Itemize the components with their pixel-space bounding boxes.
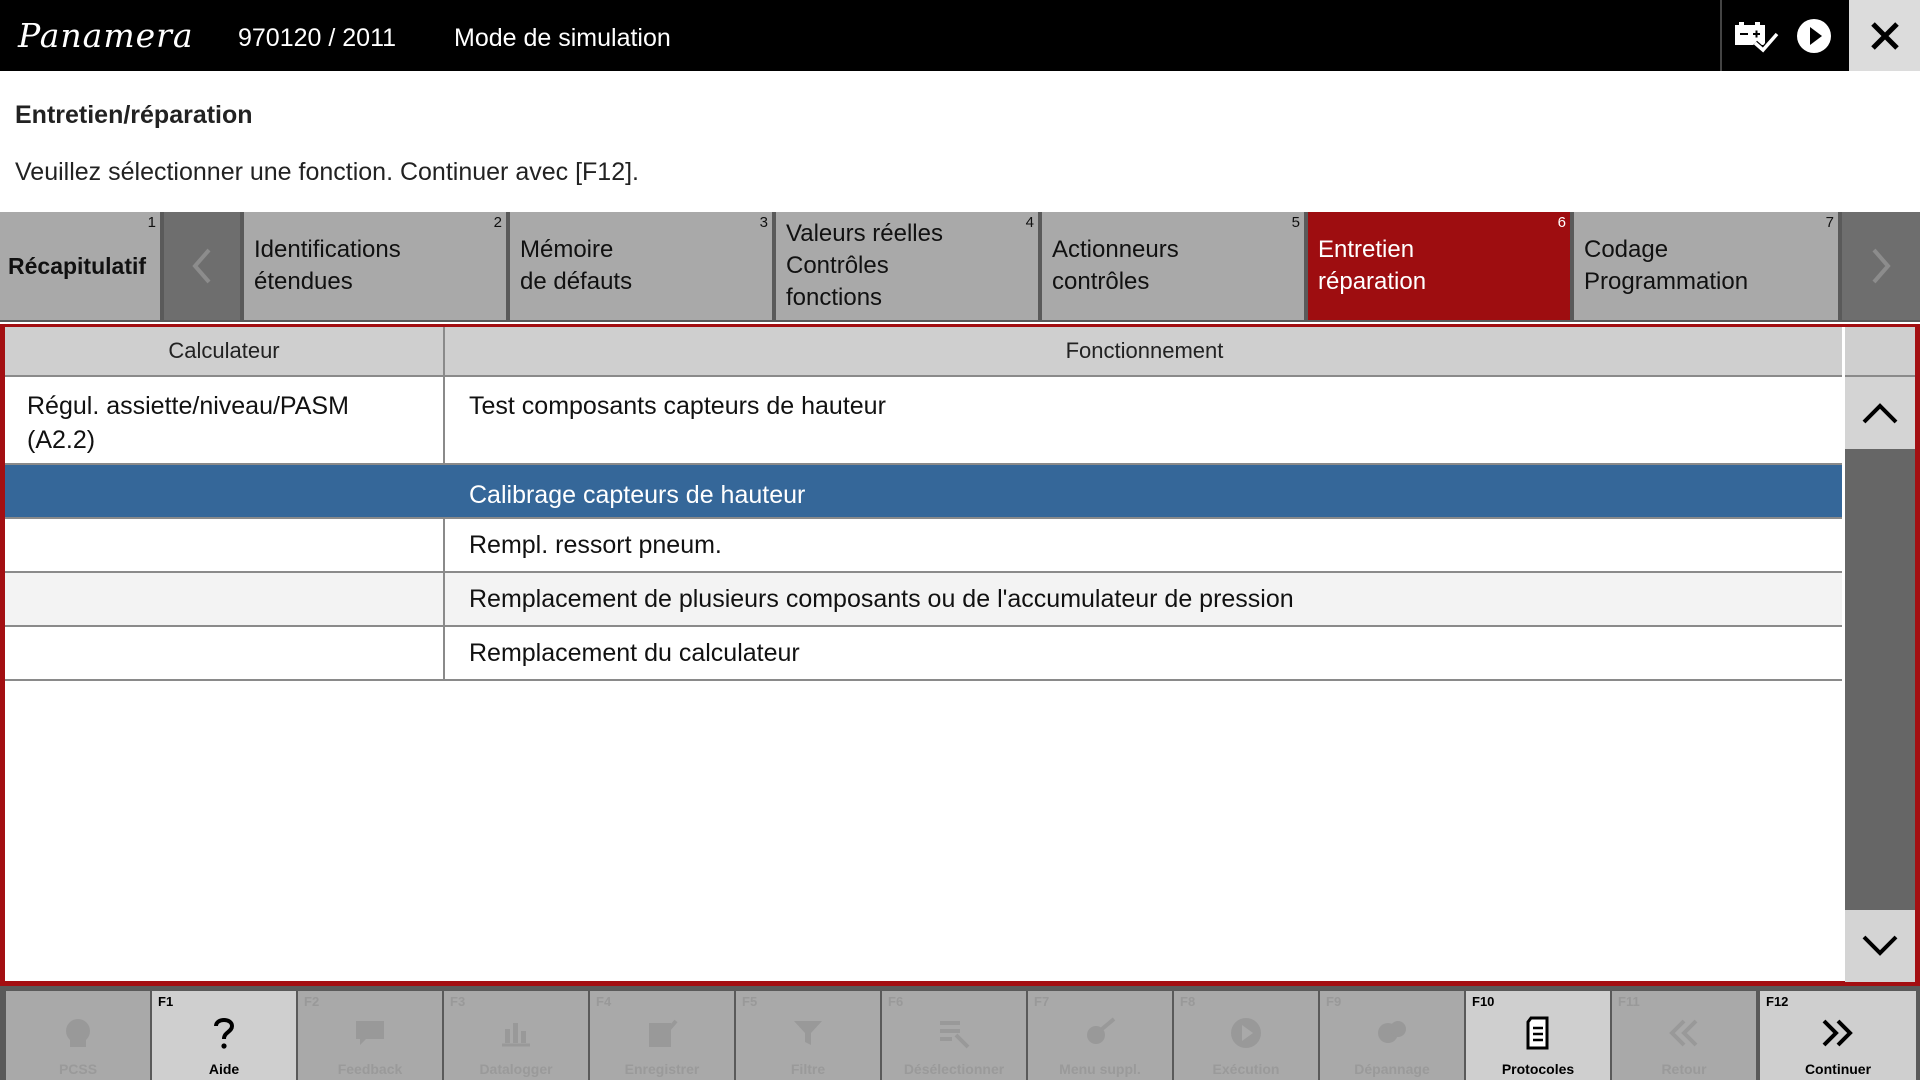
execute-icon: [1228, 1015, 1264, 1051]
scroll-up-button[interactable]: [1845, 377, 1915, 449]
tabs-scroll-left-button[interactable]: [164, 212, 242, 320]
fkey-number: F8: [1180, 994, 1196, 1009]
fkey-label: Dépannage: [1354, 1061, 1430, 1077]
fkey-label: Filtre: [790, 1061, 826, 1077]
battery-check-button[interactable]: [1724, 0, 1788, 71]
cell-calculateur: [5, 519, 445, 571]
tab-number: 4: [1025, 214, 1034, 231]
tab-label: Codage Programmation: [1584, 236, 1749, 295]
fkey-label: Retour: [1661, 1061, 1707, 1077]
tab-label: Mémoire de défauts: [520, 236, 633, 295]
deselect-icon: [936, 1015, 972, 1051]
chevron-left-icon: [187, 246, 217, 286]
fkey-label: Datalogger: [479, 1061, 553, 1077]
table-row[interactable]: [5, 627, 1842, 681]
help-button[interactable]: [152, 991, 296, 1080]
datalogger-icon: [498, 1015, 534, 1051]
tab-label: Actionneurs contrôles: [1052, 236, 1179, 295]
table-row[interactable]: [5, 519, 1842, 573]
fkey-number: F12: [1766, 994, 1789, 1009]
fkey-label: Protocoles: [1501, 1061, 1575, 1077]
fkey-label: Menu suppl.: [1059, 1061, 1141, 1077]
save-icon: [644, 1015, 680, 1051]
tab-label: Identifications étendues: [254, 236, 401, 295]
back-icon: [1666, 1015, 1702, 1051]
tab-codage-programmation[interactable]: [1574, 212, 1840, 320]
tab-recapitulatif[interactable]: [0, 212, 162, 320]
battery-check-icon: [1733, 19, 1779, 53]
extra-menu-button[interactable]: [1028, 991, 1172, 1080]
tab-bar: [0, 212, 1920, 322]
fkey-number: F11: [1618, 994, 1640, 1009]
tab-number: 7: [1825, 214, 1834, 231]
function-key-bar: [0, 986, 1920, 1080]
tab-label: Valeurs réelles Contrôles fonctions: [786, 220, 943, 311]
page-title: Entretien/réparation: [15, 101, 253, 129]
tab-valeurs-reelles[interactable]: [776, 212, 1040, 320]
mode-label: Mode de simulation: [454, 24, 671, 52]
tab-number: 1: [147, 214, 156, 231]
tab-identifications[interactable]: [244, 212, 508, 320]
fkey-number: F7: [1034, 994, 1050, 1009]
tab-number: 2: [493, 214, 502, 231]
cell-fonction: Remplacement de plusieurs composants ou de l'accumulateur de pression: [469, 585, 1294, 613]
fkey-label: PCSS: [58, 1061, 98, 1077]
close-button[interactable]: [1849, 0, 1920, 71]
tab-memoire-defauts[interactable]: [510, 212, 774, 320]
protocols-button[interactable]: [1466, 991, 1610, 1080]
chevron-down-icon: [1860, 933, 1900, 959]
fkey-label: Continuer: [1804, 1061, 1872, 1077]
protocol-icon: [1523, 1015, 1553, 1051]
cell-fonction: Rempl. ressort pneum.: [469, 531, 722, 559]
continue-button[interactable]: [1760, 991, 1916, 1080]
filter-icon: [790, 1015, 826, 1051]
cell-fonction: Calibrage capteurs de hauteur: [469, 481, 806, 509]
cell-fonction: Remplacement du calculateur: [469, 639, 800, 667]
tab-number: 6: [1557, 214, 1566, 231]
back-button[interactable]: [1612, 991, 1756, 1080]
execute-button[interactable]: [1174, 991, 1318, 1080]
cell-calculateur: Régul. assiette/niveau/PASM (A2.2): [5, 377, 445, 463]
vehicle-id: 970120 / 2011: [238, 24, 397, 52]
table-row-selected[interactable]: [5, 465, 1842, 519]
extra-menu-icon: [1082, 1015, 1118, 1051]
fkey-label: Feedback: [337, 1061, 403, 1077]
instruction-text: Veuillez sélectionner une fonction. Continuer avec [F12].: [15, 158, 639, 186]
toolbar-divider: [1720, 0, 1722, 71]
fkey-number: F2: [304, 994, 320, 1009]
fkey-label: Enregistrer: [624, 1061, 700, 1077]
close-icon: [1869, 20, 1901, 52]
fkey-label: Aide: [208, 1061, 240, 1077]
chevron-right-icon: [1866, 246, 1896, 286]
fkey-label: Exécution: [1212, 1061, 1280, 1077]
tab-number: 5: [1291, 214, 1300, 231]
scrollbar-header: [1845, 327, 1915, 377]
table-row[interactable]: [5, 573, 1842, 627]
fkey-number: F5: [742, 994, 758, 1009]
fkey-number: F9: [1326, 994, 1342, 1009]
scrollbar[interactable]: [1845, 327, 1915, 982]
tab-actionneurs[interactable]: [1042, 212, 1306, 320]
title-bar: [0, 0, 1920, 71]
cell-calculateur: [5, 627, 445, 679]
play-button[interactable]: [1782, 0, 1846, 71]
tab-label: Entretien réparation: [1318, 236, 1427, 295]
pcss-icon: [60, 1015, 96, 1051]
tab-entretien-reparation[interactable]: [1308, 212, 1572, 320]
scroll-down-button[interactable]: [1845, 910, 1915, 982]
cell-fonction: Test composants capteurs de hauteur: [469, 392, 886, 420]
continue-icon: [1818, 1015, 1858, 1051]
pcss-button[interactable]: [6, 991, 150, 1080]
play-circle-icon: [1795, 17, 1833, 55]
fkey-number: F10: [1472, 994, 1495, 1009]
filter-button[interactable]: [736, 991, 880, 1080]
feedback-icon: [352, 1015, 388, 1051]
chevron-up-icon: [1860, 400, 1900, 426]
troubleshoot-icon: [1374, 1015, 1410, 1051]
column-header-calculateur[interactable]: Calculateur: [5, 327, 445, 375]
fkey-label: Désélectionner: [903, 1061, 1005, 1077]
fkey-number: F3: [450, 994, 466, 1009]
feedback-button[interactable]: [298, 991, 442, 1080]
brand-logo: Panamera: [18, 16, 194, 55]
troubleshoot-button[interactable]: [1320, 991, 1464, 1080]
tab-label: Récapitulatif: [8, 253, 147, 279]
column-header-fonctionnement[interactable]: Fonctionnement: [1065, 338, 1224, 363]
fkey-number: F6: [888, 994, 904, 1009]
cell-calculateur: [5, 465, 445, 517]
fkey-number: F1: [158, 994, 174, 1009]
tabs-scroll-right-button[interactable]: [1842, 212, 1920, 320]
fkey-number: F4: [596, 994, 612, 1009]
help-icon: [209, 1015, 239, 1051]
cell-calculateur: [5, 573, 445, 625]
deselect-button[interactable]: [882, 991, 1026, 1080]
datalogger-button[interactable]: [444, 991, 588, 1080]
table-header: [5, 327, 1842, 377]
save-button[interactable]: [590, 991, 734, 1080]
tab-number: 3: [759, 214, 768, 231]
function-table-panel: [0, 324, 1920, 986]
table-row[interactable]: [5, 377, 1842, 465]
